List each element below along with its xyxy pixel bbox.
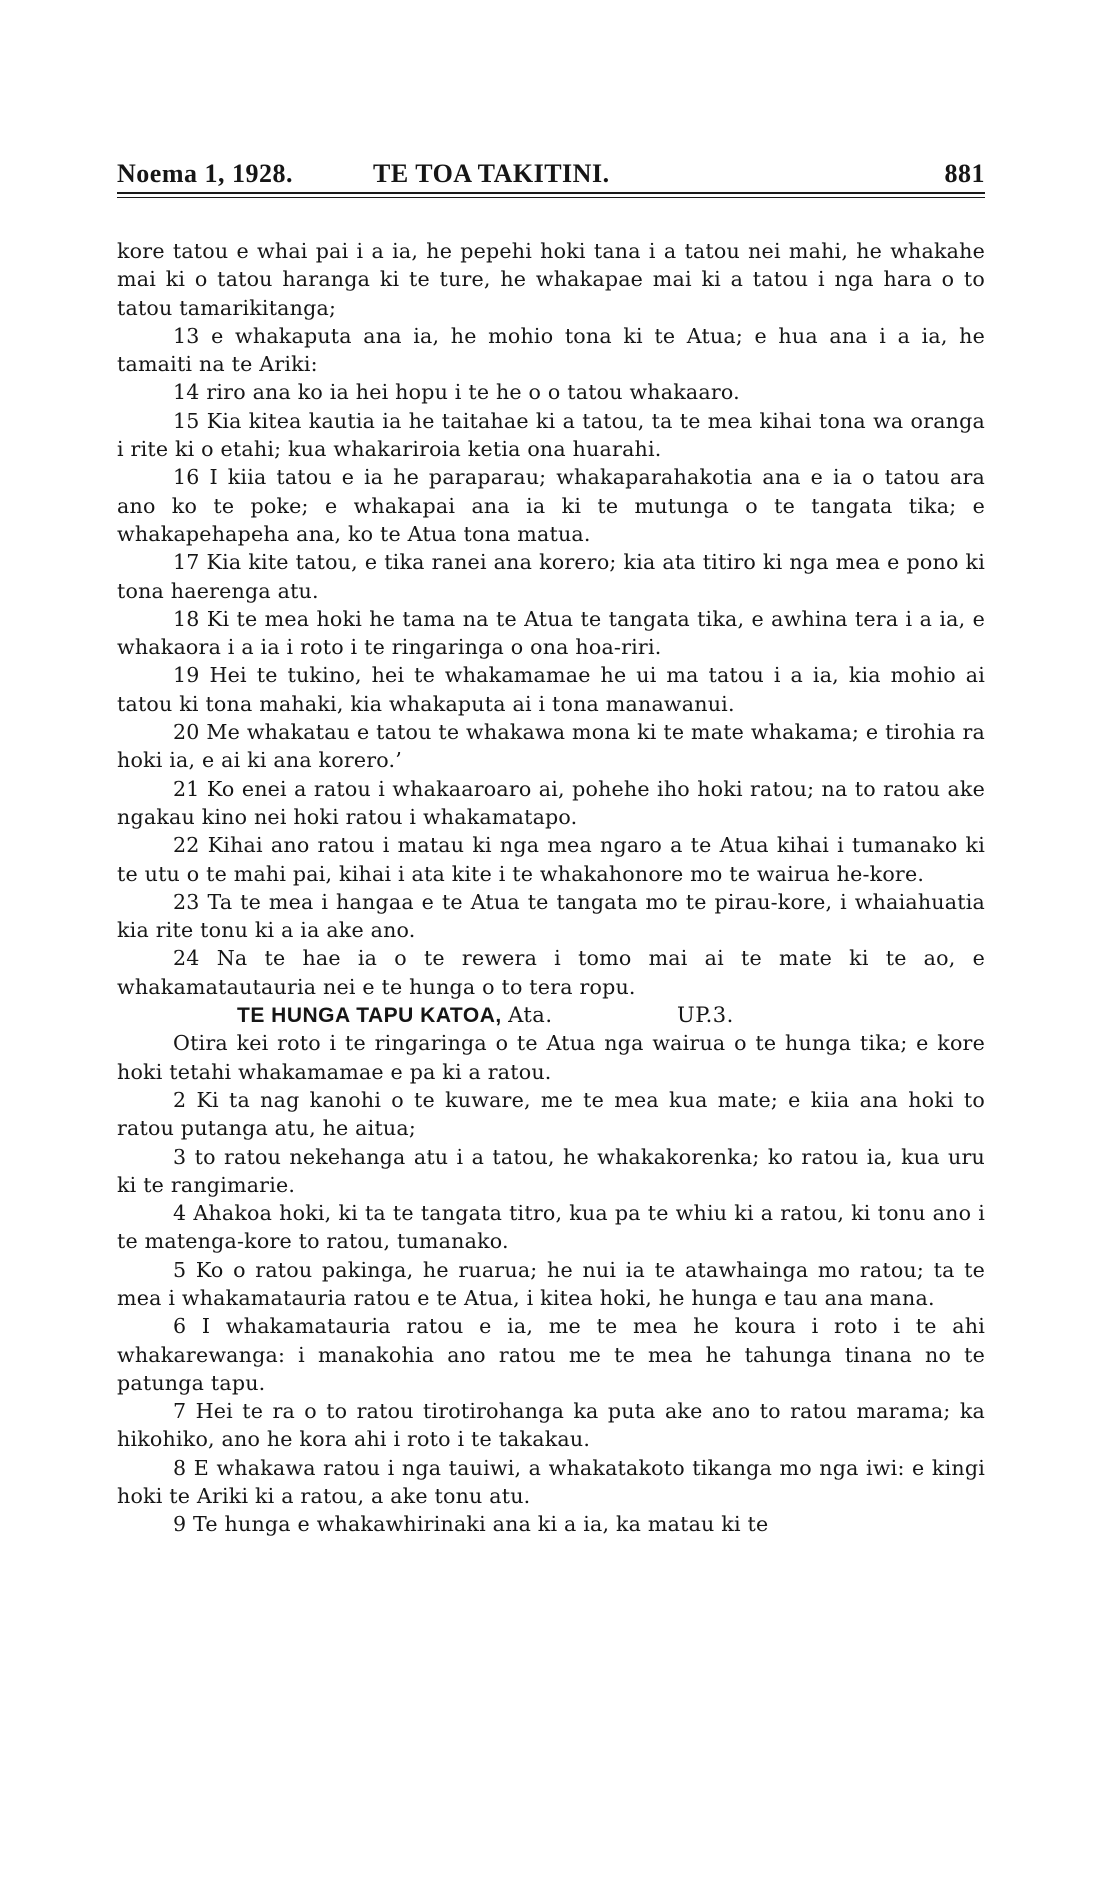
verse-paragraph: 4 Ahakoa hoki, ki ta te tangata titro, kua pa te whiu ki a ratou, ki tonu ano i te matenga-kore to ratou, tumanako.: [117, 1201, 985, 1254]
verse-paragraph: 8 E whakawa ratou i nga tauiwi, a whakatakoto tikanga mo nga iwi: e kingi hoki te Ariki ki a ratou, a ake tonu atu.: [117, 1455, 985, 1509]
verse-paragraph: 7 Hei te ra o to ratou tirotirohanga ka puta ake ano to ratou marama; ka hikohiko, ano he kora ahi i roto i te takakau.: [117, 1399, 985, 1452]
section-abbrev: Ata.: [508, 1003, 553, 1028]
article-body: [117, 237, 985, 1539]
verse-paragraph: 22 Kihai ano ratou i matau ki nga mea ngaro a te Atua kihai i tumanako ki te utu o te mahi pai, kihai i ata kite i te whakahonore mo te wairua he-kore.: [117, 833, 985, 886]
verse-paragraph: 9 Te hunga e whakawhirinaki ana ki a ia, ka matau ki te: [173, 1512, 769, 1537]
header-rule: [117, 192, 985, 194]
verse-paragraph: 6 I whakamatauria ratou e ia, me te mea he koura i roto i te ahi whakarewanga: i manakohia ano ratou me te mea he tahunga tinana no te patunga tapu.: [117, 1314, 985, 1395]
header-rule-thin: [117, 197, 985, 198]
verse-paragraph: 15 Kia kitea kautia ia he taitahae ki a tatou, ta te mea kihai tona wa oranga i rite ki o etahi; kua whakariroia ketia ona huarahi.: [117, 408, 985, 462]
verse-paragraph: 19 Hei te tukino, hei te whakamamae he ui ma tatou i a ia, kia mohio ai tatou ki tona mahaki, kia whakaputa ai i tona manawanui.: [117, 663, 985, 716]
page-number: 881: [944, 159, 985, 188]
verse-paragraph: 21 Ko enei a ratou i whakaaroaro ai, pohehe iho hoki ratou; na to ratou ake ngakau kino nei hoki ratou i whakamatapo.: [117, 776, 985, 829]
verse-paragraph: Otira kei roto i te ringaringa o te Atua nga wairua o te hunga tika; e kore hoki tetahi whakamamae e pa ki a ratou.: [117, 1031, 985, 1084]
verse-paragraph: 17 Kia kite tatou, e tika ranei ana korero; kia ata titiro ki nga mea e pono ki tona haerenga atu.: [117, 550, 985, 603]
section-heading: [117, 1001, 985, 1029]
publication-title: TE TOA TAKITINI.: [373, 159, 610, 188]
section-part: UP.3.: [677, 1003, 734, 1028]
issue-date: Noema 1, 1928.: [117, 159, 293, 188]
verse-paragraph: 23 Ta te mea i hangaa e te Atua te tangata mo te pirau-kore, i whaiahuatia kia rite tonu ki a ia ake ano.: [117, 889, 985, 943]
section-title: TE HUNGA TAPU KATOA,: [237, 1004, 502, 1028]
verse-paragraph: kore tatou e whai pai i a ia, he pepehi hoki tana i a tatou nei mahi, he whakahe mai ki o tatou haranga ki te ture, he whakapae mai ki a tatou i nga hara o to tatou tamarikitanga;: [117, 239, 985, 320]
verse-paragraph: 20 Me whakatau e tatou te whakawa mona ki te mate whakama; e tirohia ra hoki ia, e ai ki ana korero.’: [117, 720, 985, 773]
running-head: [117, 159, 985, 193]
verse-paragraph: 24 Na te hae ia o te rewera i tomo mai ai te mate ki te ao, e whakamatautauria nei e te hunga o to tera ropu.: [117, 946, 985, 999]
verse-paragraph: 2 Ki ta nag kanohi o te kuware, me te mea kua mate; e kiia ana hoki to ratou putanga atu, he aitua;: [117, 1087, 985, 1141]
verse-paragraph: 18 Ki te mea hoki he tama na te Atua te tangata tika, e awhina tera i a ia, e whakaora i a ia i roto i te ringaringa o ona hoa-riri.: [117, 606, 985, 660]
verse-paragraph: 3 to ratou nekehanga atu i a tatou, he whakakorenka; ko ratou ia, kua uru ki te rangimarie.: [117, 1144, 985, 1197]
verse-paragraph: 16 I kiia tatou e ia he paraparau; whakaparahakotia ana e ia o tatou ara ano ko te poke; e whakapai ana ia ki te mutunga o te tangata tika; e whakapehapeha ana, ko te Atua tona matua.: [117, 465, 985, 546]
verse-paragraph: 14 riro ana ko ia hei hopu i te he o o tatou whakaaro.: [173, 380, 740, 405]
verse-paragraph: 5 Ko o ratou pakinga, he ruarua; he nui ia te atawhainga mo ratou; ta te mea i whakamatauria ratou e te Atua, i kitea hoki, he hunga e tau ana mana.: [117, 1257, 985, 1310]
verse-paragraph: 13 e whakaputa ana ia, he mohio tona ki te Atua; e hua ana i a ia, he tamaiti na te Ariki:: [117, 323, 985, 377]
